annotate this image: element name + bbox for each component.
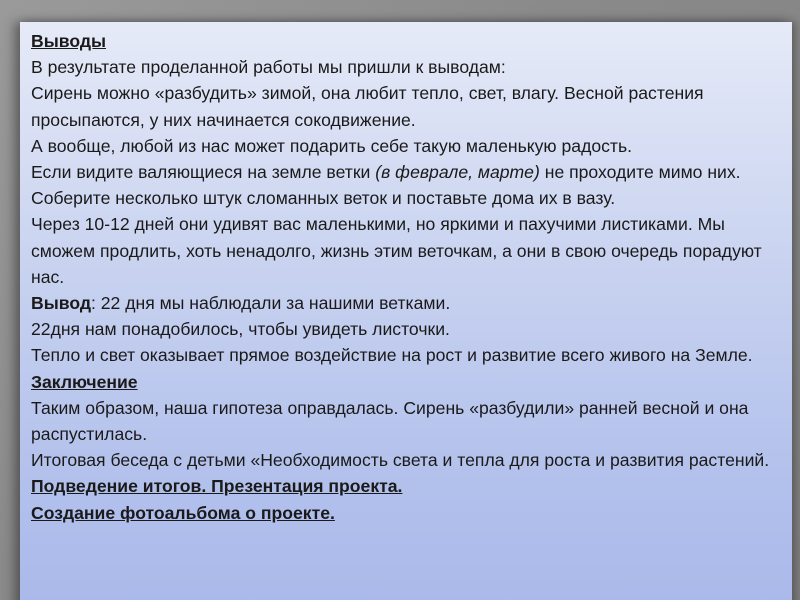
paragraph-leaves: Через 10-12 дней они удивят вас маленькими, но яркими и пахучими листиками. Мы сможем продлить, хоть ненадолго, жизнь этим веточкам, а они в свою очередь порадуют нас. xyxy=(31,214,762,287)
branches-text-end: не проходите мимо них. Соберите несколько штук сломанных веток и поставьте дома их в вазу. xyxy=(31,162,741,209)
paragraph-warmth: Тепло и свет оказывает прямое воздействие на рост и развитие всего живого на Земле. xyxy=(31,345,753,366)
paragraph-branches xyxy=(31,159,784,211)
paragraph-hypothesis: Таким образом, наша гипотеза оправдалась. Сирень «разбудили» ранней весной и она распустилась. xyxy=(31,397,749,445)
heading-conclusion: Заключение xyxy=(31,371,138,392)
paragraph-joy: А вообще, любой из нас может подарить себе такую маленькую радость. xyxy=(31,135,633,156)
paragraph-days: 22дня нам понадобилось, чтобы увидеть листочки. xyxy=(31,319,450,340)
paragraph-intro: В результате проделанной работы мы пришли к выводам: xyxy=(31,57,506,78)
paragraph-lilac: Сирень можно «разбудить» зимой, она любит тепло, свет, влагу. Весной растения просыпаются, у них начинается сокодвижение. xyxy=(31,83,704,130)
slide-text-box xyxy=(20,22,792,600)
result-label: Вывод xyxy=(31,293,91,314)
paragraph-discussion: Итоговая беседа с детьми «Необходимость света и тепла для роста и развития растений. xyxy=(31,450,770,471)
heading-album: Создание фотоальбома о проекте. xyxy=(31,502,335,523)
branches-text-start: Если видите валяющиеся на земле ветки xyxy=(31,162,376,183)
paragraph-result xyxy=(31,290,784,316)
branches-months: (в феврале, марте) xyxy=(375,162,540,183)
heading-summary: Подведение итогов. Презентация проекта. xyxy=(31,476,403,497)
heading-conclusions: Выводы xyxy=(31,31,107,51)
result-text: : 22 дня мы наблюдали за нашими ветками. xyxy=(91,293,451,314)
